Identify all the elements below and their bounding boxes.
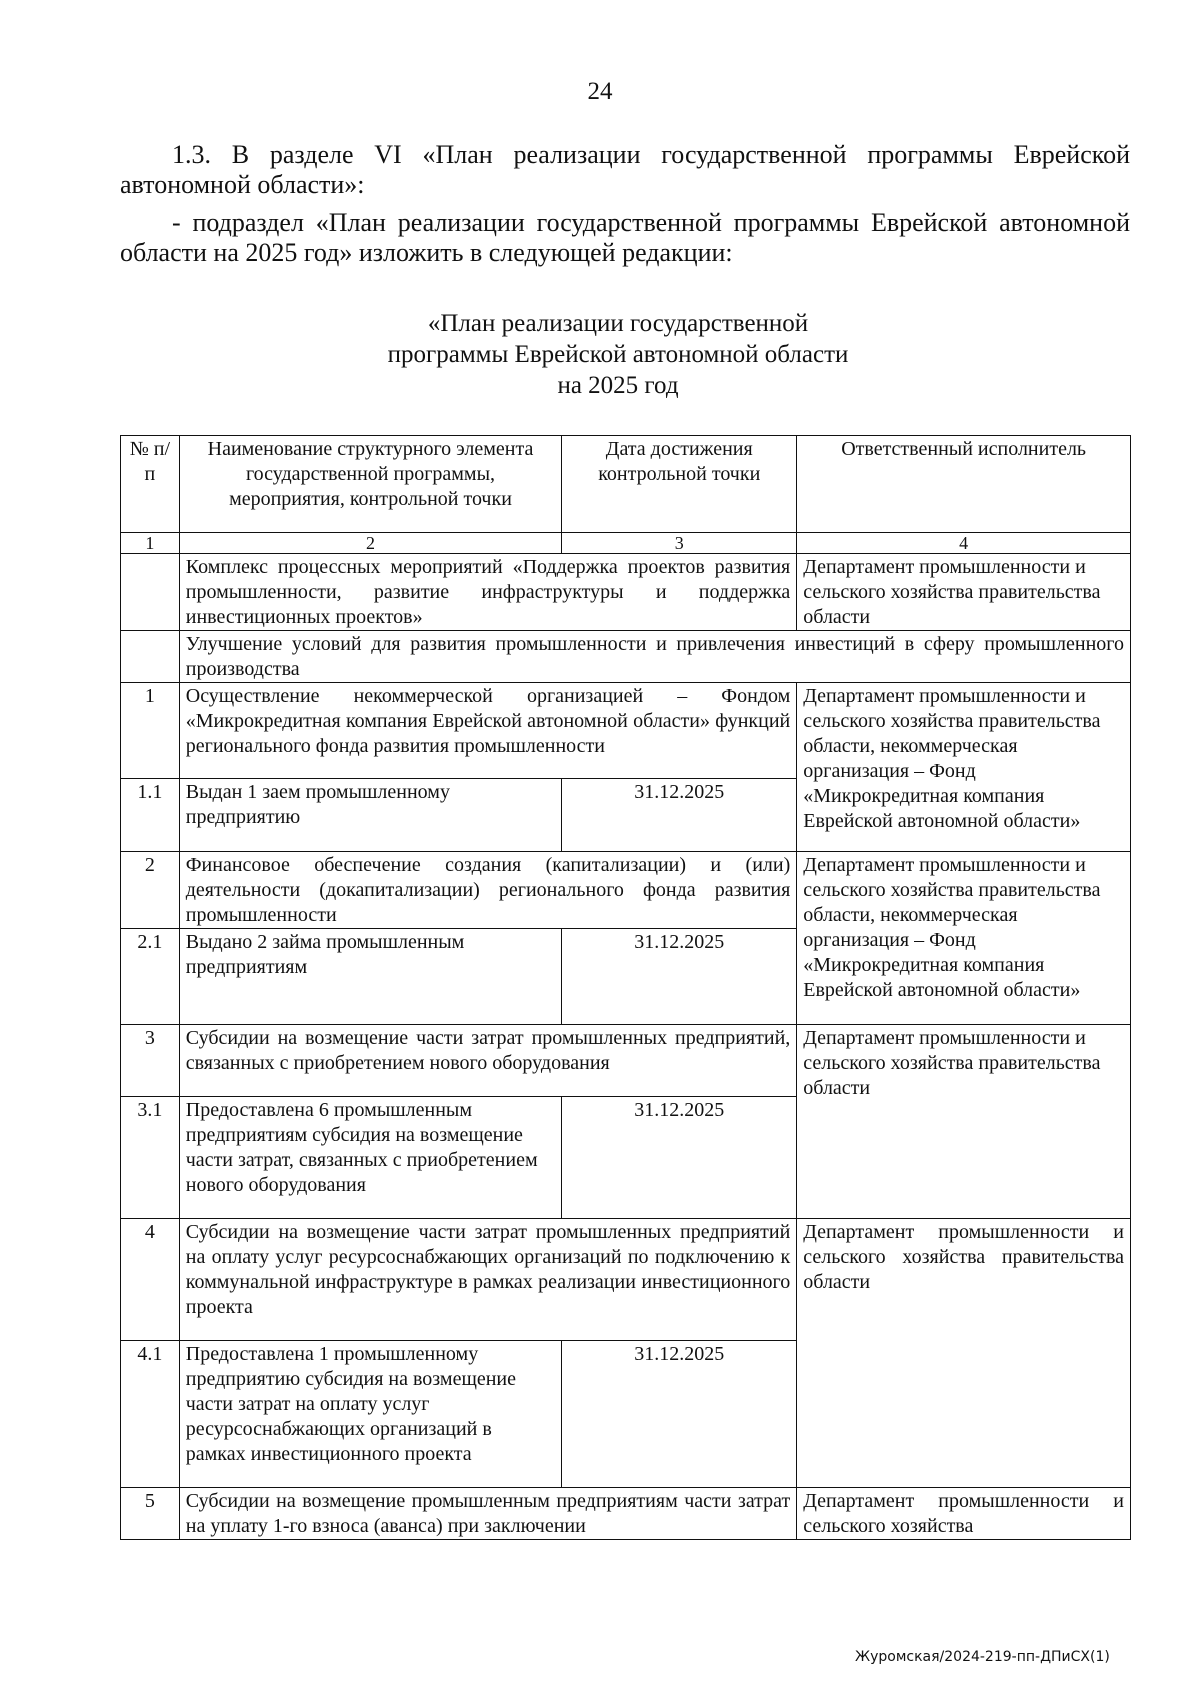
row-name: Выдано 2 займа промышленным предприятиям [179,929,561,1025]
table-row [121,1219,1131,1341]
row-name: Субсидии на возмещение части затрат промышленных предприятий, связанных с приобретением нового оборудования [179,1025,797,1097]
header-name: Наименование структурного элемента государственной программы, мероприятия, контрольной точки [179,436,561,533]
table-row [121,1025,1131,1097]
row-date: 31.12.2025 [562,779,797,852]
row-num: 5 [121,1488,180,1540]
row-executor: Департамент промышленности и сельского хозяйства правительства области [797,1025,1131,1219]
row-executor: Департамент промышленности и сельского хозяйства правительства области, некоммерческая организация – Фонд «Микрокредитная компания Еврейской автономной области» [797,852,1131,1025]
table-header-row [121,436,1131,533]
intro-paragraph-1: 1.3. В разделе VI «План реализации государственной программы Еврейской автономной области»: [120,140,1130,199]
row-num: 4.1 [121,1341,180,1488]
row-executor: Департамент промышленности и сельского хозяйства [797,1488,1131,1540]
row-num: 1 [121,683,180,779]
table-row [121,1488,1131,1540]
row-name: Субсидии на возмещение части затрат промышленных предприятий на оплату услуг ресурсоснабжающих организаций по подключению к коммунальной инфраструктуре в рамках реализации инвестиционного проекта [179,1219,797,1341]
row-num: 3 [121,1025,180,1097]
row-date: 31.12.2025 [562,1341,797,1488]
row-name: Финансовое обеспечение создания (капитализации) и (или) деятельности (докапитализации) регионального фонда развития промышленности [179,852,797,929]
complex-name: Комплекс процессных мероприятий «Поддержка проектов развития промышленности, развитие инфраструктуры и поддержка инвестиционных проектов» [179,554,797,631]
document-footer: Журомская/2024-219-пп-ДПиСХ(1) [855,1649,1110,1665]
row-num: 1.1 [121,779,180,852]
plan-title-line-1: «План реализации государственной [427,310,809,337]
page-number: 24 [587,78,613,105]
task-num [121,631,180,683]
task-name: Улучшение условий для развития промышленности и привлечения инвестиций в сферу промышленного производства [179,631,1130,683]
row-executor: Департамент промышленности и сельского хозяйства правительства области [797,1219,1131,1488]
header-date: Дата достижения контрольной точки [562,436,797,533]
complex-num [121,554,180,631]
row-num: 2.1 [121,929,180,1025]
plan-title [0,308,1200,401]
row-executor: Департамент промышленности и сельского хозяйства правительства области, некоммерческая организация – Фонд «Микрокредитная компания Еврейской автономной области» [797,683,1131,852]
row-name: Предоставлена 6 промышленным предприятиям субсидия на возмещение части затрат, связанных с приобретением нового оборудования [179,1097,561,1219]
complex-executor: Департамент промышленности и сельского хозяйства правительства области [797,554,1131,631]
row-name: Субсидии на возмещение промышленным предприятиям части затрат на уплату 1-го взноса (аванса) при заключении [179,1488,797,1540]
table-row [121,683,1131,779]
row-num: 4 [121,1219,180,1341]
row-num: 3.1 [121,1097,180,1219]
row-name: Выдан 1 заем промышленному предприятию [179,779,561,852]
intro-paragraph-2: - подраздел «План реализации государственной программы Еврейской автономной области на 2025 год» изложить в следующей редакции: [120,208,1130,267]
col-number-1: 1 [121,533,180,554]
col-number-2: 2 [179,533,561,554]
row-num: 2 [121,852,180,929]
col-number-4: 4 [797,533,1131,554]
row-date: 31.12.2025 [562,1097,797,1219]
task-row [121,631,1131,683]
complex-row [121,554,1131,631]
row-name: Предоставлена 1 промышленному предприятию субсидия на возмещение части затрат на оплату услуг ресурсоснабжающих организаций в рамках инвестиционного проекта [179,1341,561,1488]
row-name: Осуществление некоммерческой организацией – Фондом «Микрокредитная компания Еврейской автономной области» функций регионального фонда развития промышленности [179,683,797,779]
plan-title-line-2: программы Еврейской автономной области [387,341,849,368]
table-row [121,852,1131,929]
column-number-row [121,533,1131,554]
col-number-3: 3 [562,533,797,554]
header-executor: Ответственный исполнитель [797,436,1131,533]
row-date: 31.12.2025 [562,929,797,1025]
plan-title-line-3: на 2025 год [557,372,679,399]
header-num: № п/п [121,436,180,533]
plan-table [120,435,1131,1540]
